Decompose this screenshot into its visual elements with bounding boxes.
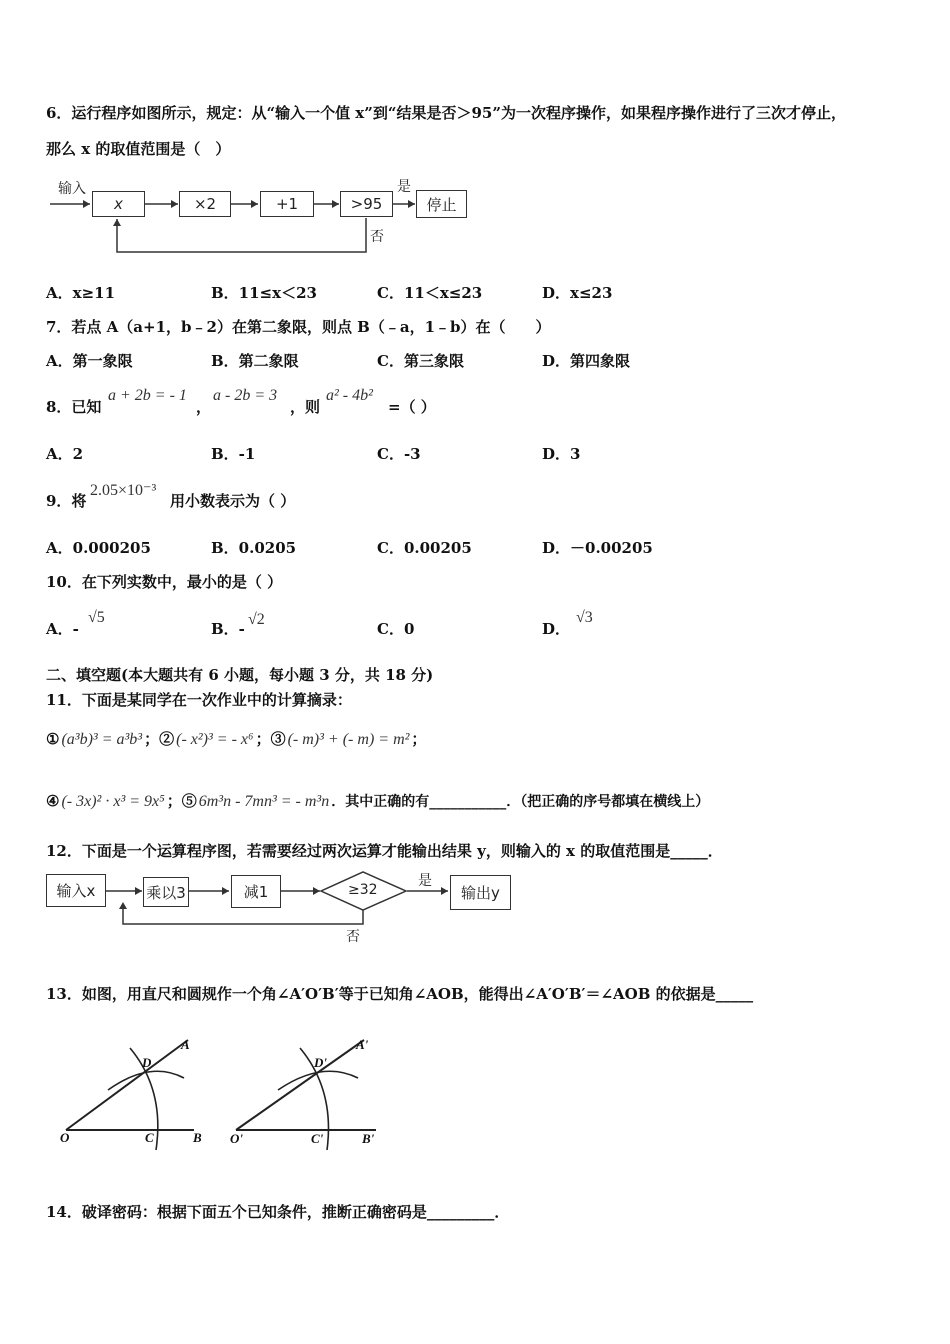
q6-flow-box-gt95: >95 <box>340 191 393 217</box>
q14-stem: 14．破译密码：根据下面五个已知条件，推断正确密码是_________． <box>46 1203 510 1221</box>
q13-fig2-label-c: C' <box>311 1131 324 1146</box>
q8-expr2: a - 2b = 3 <box>213 387 278 404</box>
q12-flow-box-minus1: 减1 <box>231 875 281 908</box>
q6-flow-box-stop: 停止 <box>416 190 467 218</box>
q8-option-a: A．2 <box>46 445 84 463</box>
q11-marker-3: ；③ <box>255 730 286 748</box>
q8-prefix: 8．已知 <box>46 398 102 416</box>
q6-option-b: B．11≤x＜23 <box>211 284 317 302</box>
q6-flow-yes-label: 是 <box>397 179 411 195</box>
q9-option-d: D．－0.00205 <box>542 539 653 557</box>
q10-option-b-label: B．- <box>211 620 245 638</box>
q8-option-c: C．-3 <box>377 445 421 463</box>
q12-flow-box-input: 输入x <box>46 874 106 907</box>
q8-comma: ， <box>196 398 212 416</box>
q6-flow-box-times2: ×2 <box>179 191 231 217</box>
q12-flow-diamond: ≥32 <box>348 882 378 898</box>
q12-stem: 12．下面是一个运算程序图，若需要经过两次运算才能输出结果 y，则输入的 x 的取值范围是_____． <box>46 842 723 860</box>
q13-fig2-label-d: D' <box>314 1055 327 1070</box>
q10-option-a-label: A．- <box>46 620 79 638</box>
q11-marker-4: ④ <box>46 792 60 810</box>
q12-flow-box-output: 输出y <box>450 875 511 910</box>
q13-fig2-label-o: O' <box>230 1131 243 1146</box>
q9-option-a: A．0.000205 <box>46 539 151 557</box>
q7-option-b: B．第二象限 <box>211 352 299 370</box>
q9-option-c: C．0.00205 <box>377 539 472 557</box>
q8-option-b: B．-1 <box>211 445 256 463</box>
q13-fig2-label-b: B' <box>362 1131 375 1146</box>
q9-suffix: 用小数表示为（ ） <box>170 492 296 510</box>
q13-fig1-label-c: C <box>145 1130 154 1145</box>
q13-fig2-label-a: A' <box>356 1037 369 1052</box>
q7-option-c: C．第三象限 <box>377 352 464 370</box>
q10-option-a-expr: √5 <box>88 609 105 626</box>
q13-fig1-label-b: B <box>193 1130 202 1145</box>
q8-option-d: D．3 <box>542 445 581 463</box>
q11-line2-end: ．其中正确的有___________．（把正确的序号都填在横线上） <box>331 794 710 810</box>
q9-expr: 2.05×10⁻³ <box>90 482 157 499</box>
q12-flow-yes-label: 是 <box>418 873 432 889</box>
q6-flow-no-label: 否 <box>370 229 384 245</box>
q11-line1-end: ； <box>411 730 427 748</box>
q11-expr-4: (- 3x)² · x³ = 9x⁵ <box>61 793 165 810</box>
q6-option-c: C．11＜x≤23 <box>377 284 483 302</box>
q13-fig1-label-a: A <box>181 1037 190 1052</box>
q7-stem: 7．若点 A（a+1，b﹣2）在第二象限，则点 B（﹣a，1﹣b）在（ ） <box>46 318 551 336</box>
q10-option-c-label: C．0 <box>377 620 415 638</box>
q6-option-d: D．x≤23 <box>542 284 613 302</box>
q8-then: ，则 <box>290 398 321 416</box>
q6-flow-box-x: x <box>92 191 145 217</box>
q13-stem: 13．如图，用直尺和圆规作一个角∠A′O′B′等于已知角∠AOB，能得出∠A′O′B′＝∠AOB 的依据是_____ <box>46 985 754 1003</box>
q11-marker-2: ；② <box>144 730 175 748</box>
q9-prefix: 9．将 <box>46 492 87 510</box>
q11-marker-5: ；⑤ <box>166 792 197 810</box>
q6-option-a: A．x≥11 <box>46 284 116 302</box>
q6-flow-input-label: 输入 <box>58 181 86 197</box>
q8-expr3: a² - 4b² <box>326 387 373 404</box>
q10-option-d-label: D． <box>542 620 571 638</box>
q7-option-a: A．第一象限 <box>46 352 133 370</box>
q7-option-d: D．第四象限 <box>542 352 631 370</box>
q8-expr1: a + 2b = - 1 <box>108 387 187 404</box>
q11-marker-1: ① <box>46 730 60 748</box>
q6-stem-line2: 那么 x 的取值范围是（ ） <box>46 140 231 158</box>
q6-stem-line1: 6．运行程序如图所示，规定：从“输入一个值 x”到“结果是否＞95”为一次程序操作，如果程序操作进行了三次才停止， <box>46 104 846 122</box>
q13-fig1-label-d: D <box>142 1055 152 1070</box>
q11-expr-1: (a³b)³ = a³b³ <box>61 731 143 748</box>
q10-option-d-expr: √3 <box>576 609 593 626</box>
q11-expr-5: 6m³n - 7mn³ = - m³n <box>198 793 330 810</box>
q9-option-b: B．0.0205 <box>211 539 297 557</box>
q10-option-b-expr: √2 <box>248 611 265 628</box>
q6-flow-box-plus1: +1 <box>260 191 314 217</box>
q11-expr-2: (- x²)³ = - x⁶ <box>176 731 254 748</box>
q12-flow-box-times3: 乘以3 <box>143 877 189 907</box>
q13-fig1-label-o: O <box>60 1130 70 1145</box>
q11-stem: 11．下面是某同学在一次作业中的计算摘录： <box>46 691 352 709</box>
q11-expr-3: (- m)³ + (- m) = m² <box>287 731 410 748</box>
q10-stem: 10．在下列实数中，最小的是（ ） <box>46 573 283 591</box>
q8-suffix: =（ ） <box>388 398 436 416</box>
section2-title: 二、填空题(本大题共有 6 小题，每小题 3 分，共 18 分) <box>46 666 434 684</box>
q12-flow-no-label: 否 <box>346 929 360 945</box>
